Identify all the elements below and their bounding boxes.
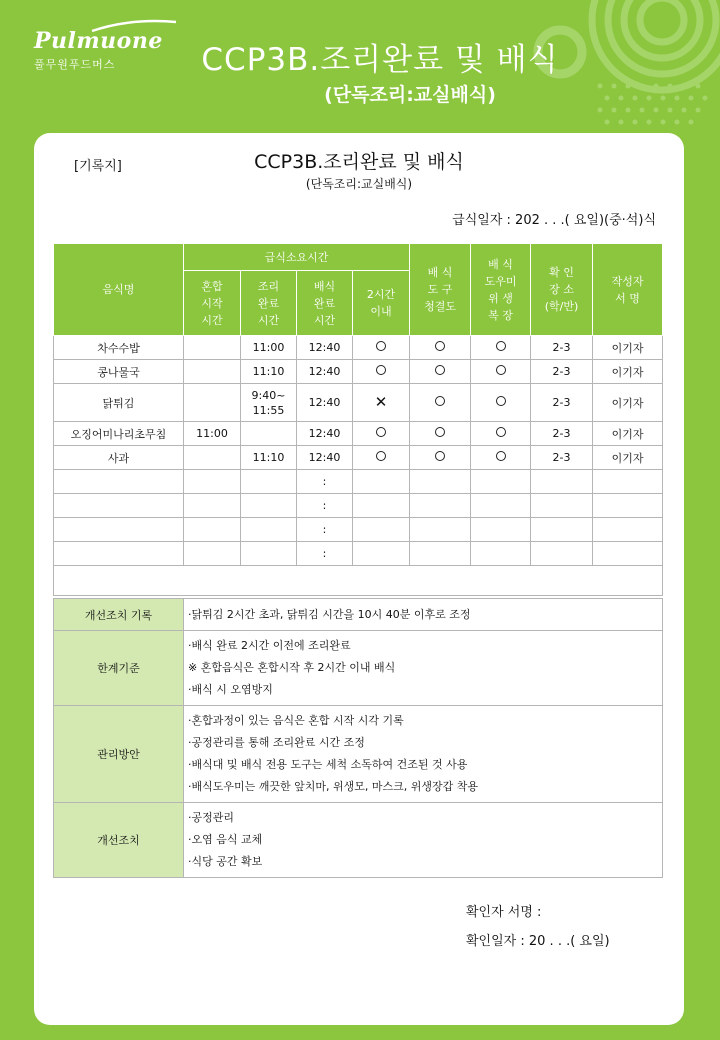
- serve-done-cell[interactable]: :: [297, 494, 353, 518]
- empty-cell[interactable]: [353, 542, 410, 566]
- note-line: ·혼합과정이 있는 음식은 혼합 시작 시각 기록: [188, 714, 404, 727]
- empty-cell[interactable]: [471, 542, 531, 566]
- empty-cell[interactable]: [410, 470, 471, 494]
- header-line: 시간: [313, 313, 336, 327]
- tools-clean-cell[interactable]: [410, 422, 471, 446]
- header-line: 2시간: [366, 288, 396, 301]
- food-name-cell[interactable]: 콩나물국: [54, 360, 184, 384]
- col-within-2h: [353, 271, 410, 336]
- tools-clean-cell[interactable]: [410, 446, 471, 470]
- empty-cell[interactable]: [471, 494, 531, 518]
- writer-cell[interactable]: 이기자: [593, 422, 663, 446]
- table-row: [54, 360, 663, 384]
- mix-start-cell[interactable]: [184, 336, 241, 360]
- confirmer-signature-field[interactable]: 확인자 서명 :: [466, 905, 542, 920]
- helper-hygiene-cell[interactable]: [471, 336, 531, 360]
- serve-done-cell[interactable]: 12:40: [297, 422, 353, 446]
- col-mix-start: [184, 271, 241, 336]
- empty-cell[interactable]: [184, 542, 241, 566]
- notes-row-manage: [54, 706, 663, 803]
- header-line: 이내: [370, 305, 392, 318]
- header-line: 시간: [257, 313, 280, 327]
- note-line: ·배식대 및 배식 전용 도구는 세척 소독하여 건조된 것 사용: [188, 758, 468, 771]
- header-line: 작성자: [611, 274, 644, 288]
- document-title: CCP3B.조리완료 및 배식: [254, 151, 464, 173]
- header-line: 완료: [257, 296, 280, 310]
- serve-done-cell[interactable]: 12:40: [297, 384, 353, 422]
- notes-table: [53, 598, 663, 878]
- tools-clean-cell[interactable]: [410, 336, 471, 360]
- table-row: [54, 384, 663, 422]
- empty-wide-cell[interactable]: [54, 566, 663, 596]
- page-subtitle: [0, 80, 720, 107]
- empty-cell[interactable]: [54, 470, 184, 494]
- empty-cell[interactable]: [593, 518, 663, 542]
- header-line: 완료: [313, 296, 336, 310]
- notes-row-improve-record: [54, 599, 663, 631]
- note-line: ·배식 시 오염방지: [188, 683, 273, 696]
- header-line: 도우미: [484, 274, 517, 288]
- cook-done-cell[interactable]: 11:00: [241, 336, 297, 360]
- document-subtitle: (단독조리:교실배식): [305, 177, 413, 191]
- header-line: 시작: [201, 296, 223, 310]
- empty-cell[interactable]: [593, 542, 663, 566]
- circle-mark-icon: [435, 396, 445, 406]
- within-2h-cell[interactable]: [353, 384, 410, 422]
- empty-cell[interactable]: [54, 542, 184, 566]
- food-name-cell[interactable]: 차수수밥: [54, 336, 184, 360]
- writer-cell[interactable]: 이기자: [593, 384, 663, 422]
- notes-row-limit: [54, 631, 663, 706]
- note-line: ·공정관리를 통해 조리완료 시간 조정: [188, 736, 365, 749]
- circle-mark-icon: [496, 396, 506, 406]
- empty-cell[interactable]: [593, 470, 663, 494]
- circle-mark-icon: [376, 427, 386, 437]
- col-time-group: 급식소요시간: [184, 244, 410, 271]
- circle-mark-icon: [496, 451, 506, 461]
- blank-row: [54, 494, 663, 518]
- circle-mark-icon: [376, 451, 386, 461]
- page-header: [0, 0, 720, 130]
- mix-start-cell[interactable]: [184, 446, 241, 470]
- col-tools-clean: [410, 244, 471, 336]
- empty-cell[interactable]: [353, 470, 410, 494]
- note-line: ※ 혼합음식은 혼합시작 후 2시간 이내 배식: [188, 661, 396, 674]
- check-place-cell[interactable]: 2-3: [531, 446, 593, 470]
- tools-clean-cell[interactable]: [410, 384, 471, 422]
- header-line: 도 구: [427, 283, 453, 296]
- mix-start-cell[interactable]: 11:00: [184, 422, 241, 446]
- circle-mark-icon: [435, 365, 445, 375]
- blank-row: [54, 470, 663, 494]
- empty-cell[interactable]: [531, 542, 593, 566]
- empty-cell[interactable]: [241, 494, 297, 518]
- mix-start-cell[interactable]: [184, 360, 241, 384]
- empty-cell[interactable]: [353, 494, 410, 518]
- col-food-name: 음식명: [54, 244, 184, 336]
- page-title: [0, 34, 720, 79]
- helper-hygiene-cell[interactable]: [471, 360, 531, 384]
- empty-cell[interactable]: [410, 542, 471, 566]
- col-check-place: [531, 244, 593, 336]
- helper-hygiene-cell[interactable]: [471, 446, 531, 470]
- empty-cell[interactable]: [241, 518, 297, 542]
- tools-clean-cell[interactable]: [410, 360, 471, 384]
- note-line: ·공정관리: [188, 811, 235, 824]
- page-subtitle-text: (단독조리:교실배식): [324, 84, 496, 106]
- circle-mark-icon: [496, 427, 506, 437]
- empty-cell[interactable]: [471, 470, 531, 494]
- note-line: ·닭튀김 2시간 초과, 닭튀김 시간을 10시 40분 이후로 조정: [188, 607, 471, 621]
- header-line: 배식: [313, 279, 336, 293]
- header-line: 혼합: [201, 279, 223, 293]
- header-line: 장 소: [549, 283, 574, 296]
- header-line: 복 장: [488, 308, 513, 322]
- cook-done-cell[interactable]: [241, 422, 297, 446]
- action-content: [184, 803, 663, 878]
- food-name-cell[interactable]: 닭튀김: [54, 384, 184, 422]
- header-line: 위 생: [488, 291, 513, 305]
- header-line: 서 명: [615, 291, 640, 305]
- empty-cell[interactable]: [241, 542, 297, 566]
- meal-date-field[interactable]: 급식일자 : 202 . . .( 요일)(중·석)식: [452, 213, 656, 228]
- page-title-text: CCP3B.조리완료 및 배식: [201, 42, 559, 78]
- mix-start-cell[interactable]: [184, 384, 241, 422]
- cooking-record-table: [53, 243, 663, 596]
- header-line: 배 식: [427, 266, 453, 279]
- table-row: [54, 446, 663, 470]
- check-place-cell[interactable]: 2-3: [531, 422, 593, 446]
- header-line: 배 식: [488, 257, 513, 271]
- note-line: ·오염 음식 교체: [188, 833, 263, 846]
- col-writer: [593, 244, 663, 336]
- circle-mark-icon: [496, 341, 506, 351]
- empty-cell[interactable]: [531, 470, 593, 494]
- serve-done-cell[interactable]: 12:40: [297, 336, 353, 360]
- col-cook-done: [241, 271, 297, 336]
- check-place-cell[interactable]: 2-3: [531, 336, 593, 360]
- empty-cell[interactable]: [54, 494, 184, 518]
- cross-mark-icon: ✕: [374, 393, 388, 411]
- limit-label: 한계기준: [54, 631, 184, 706]
- header-line: 청결도: [424, 300, 456, 313]
- empty-cell[interactable]: [531, 518, 593, 542]
- empty-cell[interactable]: [531, 494, 593, 518]
- empty-cell[interactable]: [184, 470, 241, 494]
- brand-subname: 풀무원푸드머스: [34, 58, 116, 71]
- helper-hygiene-cell[interactable]: [471, 422, 531, 446]
- header-line: 확 인: [549, 266, 574, 279]
- circle-mark-icon: [376, 341, 386, 351]
- food-name-cell[interactable]: 사과: [54, 446, 184, 470]
- within-2h-cell[interactable]: [353, 336, 410, 360]
- col-serve-done: [297, 271, 353, 336]
- table-row: [54, 422, 663, 446]
- blank-wide-row: [54, 566, 663, 596]
- cook-done-cell[interactable]: 11:10: [241, 446, 297, 470]
- within-2h-cell[interactable]: [353, 446, 410, 470]
- manage-label: 관리방안: [54, 706, 184, 803]
- cook-done-cell[interactable]: 11:10: [241, 360, 297, 384]
- serve-done-cell[interactable]: :: [297, 518, 353, 542]
- header-line: (학/반): [544, 300, 579, 313]
- note-line: ·배식도우미는 깨끗한 앞치마, 위생모, 마스크, 위생장갑 착용: [188, 780, 478, 793]
- confirm-date-field[interactable]: 확인일자 : 20 . . .( 요일): [466, 934, 610, 949]
- empty-cell[interactable]: [593, 494, 663, 518]
- writer-cell[interactable]: 이기자: [593, 360, 663, 384]
- action-label: 개선조치: [54, 803, 184, 878]
- limit-content: [184, 631, 663, 706]
- manage-content: [184, 706, 663, 803]
- blank-row: [54, 518, 663, 542]
- note-line: ·식당 공간 확보: [188, 855, 263, 868]
- header-line: 시간: [201, 313, 223, 327]
- empty-cell[interactable]: [410, 494, 471, 518]
- cook-time-end: 11:55: [252, 403, 285, 417]
- within-2h-cell[interactable]: [353, 360, 410, 384]
- empty-cell[interactable]: [184, 494, 241, 518]
- serve-done-cell[interactable]: :: [297, 542, 353, 566]
- empty-cell[interactable]: [410, 518, 471, 542]
- notes-row-action: [54, 803, 663, 878]
- circle-mark-icon: [435, 451, 445, 461]
- table-row: [54, 336, 663, 360]
- cook-done-cell[interactable]: [241, 384, 297, 422]
- empty-cell[interactable]: [241, 470, 297, 494]
- empty-cell[interactable]: [184, 518, 241, 542]
- serve-done-cell[interactable]: :: [297, 470, 353, 494]
- header-line: 조리: [257, 279, 280, 293]
- circle-mark-icon: [435, 427, 445, 437]
- record-sheet: [34, 133, 684, 1025]
- record-label: [기록지]: [74, 159, 122, 174]
- circle-mark-icon: [435, 341, 445, 351]
- cook-time-start: 9:40~: [251, 388, 286, 402]
- food-name-cell[interactable]: 오징어미나리초무침: [54, 422, 184, 446]
- improve-record-label: 개선조치 기록: [54, 599, 184, 631]
- logo-swoosh-icon: [90, 18, 180, 34]
- empty-cell[interactable]: [54, 518, 184, 542]
- brand-name: Pulmuone: [34, 28, 163, 54]
- improve-record-content[interactable]: [184, 599, 663, 631]
- circle-mark-icon: [376, 365, 386, 375]
- within-2h-cell[interactable]: [353, 422, 410, 446]
- writer-cell[interactable]: 이기자: [593, 336, 663, 360]
- check-place-cell[interactable]: 2-3: [531, 384, 593, 422]
- helper-hygiene-cell[interactable]: [471, 384, 531, 422]
- note-line: ·배식 완료 2시간 이전에 조리완료: [188, 639, 351, 652]
- blank-row: [54, 542, 663, 566]
- empty-cell[interactable]: [353, 518, 410, 542]
- serve-done-cell[interactable]: 12:40: [297, 360, 353, 384]
- writer-cell[interactable]: 이기자: [593, 446, 663, 470]
- empty-cell[interactable]: [471, 518, 531, 542]
- check-place-cell[interactable]: 2-3: [531, 360, 593, 384]
- col-helper-hygiene: [471, 244, 531, 336]
- serve-done-cell[interactable]: 12:40: [297, 446, 353, 470]
- circle-mark-icon: [496, 365, 506, 375]
